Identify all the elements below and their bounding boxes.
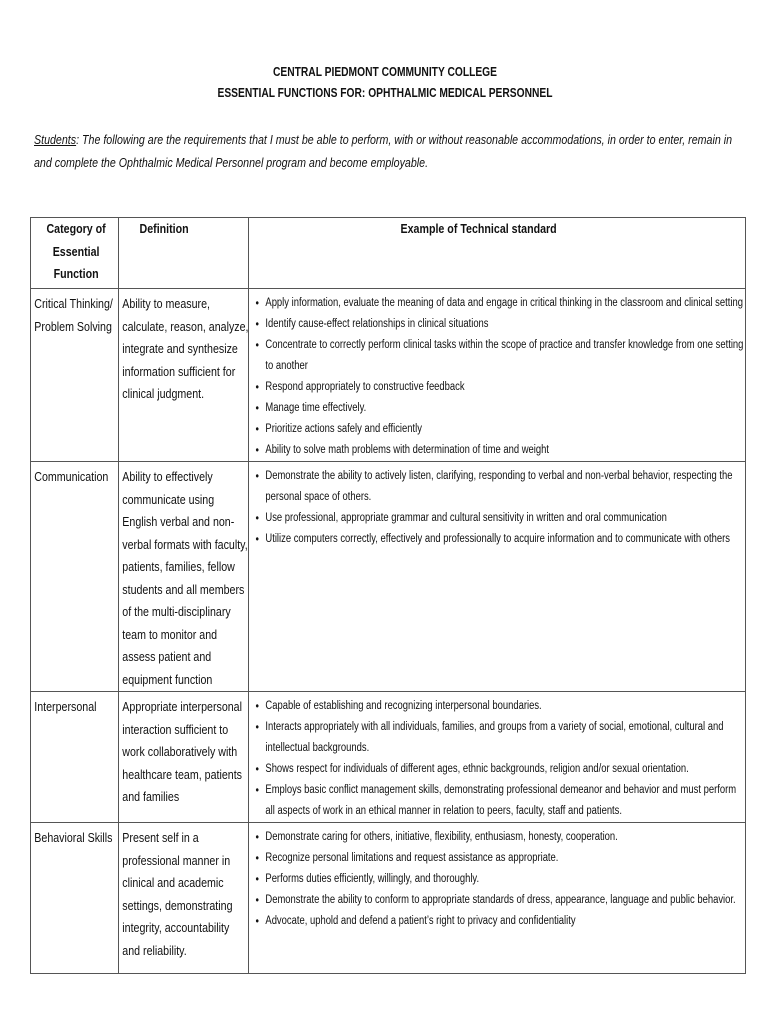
header-example: Example of Technical standard (249, 218, 746, 289)
table-row (31, 289, 746, 462)
standards-cell (249, 462, 746, 692)
standards-list (252, 696, 744, 822)
category-cell: Communication (31, 462, 119, 692)
header-category: Category of Essential Function (31, 218, 119, 289)
list-item: • Concentrate to correctly perform clinical tasks within the scope of practice and transfer knowledge from one setting to another (252, 335, 744, 377)
category-cell: Behavioral Skills (31, 823, 119, 974)
intro-text: : The following are the requirements that I must be able to perform, with or without reasonable accommodations, in order to enter, remain in and complete the Ophthalmic Medical Personnel program and become employable. (34, 132, 733, 170)
standards-list (252, 827, 744, 932)
standards-list (252, 293, 744, 461)
list-item: • Performs duties efficiently, willingly, and thoroughly. (252, 869, 744, 890)
essential-functions-table (30, 217, 746, 974)
list-item: • Interacts appropriately with all individuals, families, and groups from a variety of social, emotional, cultural and intellectual backgrounds. (252, 717, 744, 759)
table-row (31, 462, 746, 692)
list-item: • Respond appropriately to constructive feedback (252, 377, 744, 398)
list-item: • Identify cause-effect relationships in clinical situations (252, 314, 744, 335)
standards-cell (249, 289, 746, 462)
standards-list (252, 466, 744, 550)
list-item: • Utilize computers correctly, effectively and professionally to acquire information and to communicate with others (252, 529, 744, 550)
list-item: • Demonstrate the ability to actively listen, clarifying, responding to verbal and non-verbal behavior, respecting the personal space of others. (252, 466, 744, 508)
list-item: • Shows respect for individuals of different ages, ethnic backgrounds, religion and/or sexual orientation. (252, 759, 744, 780)
list-item: • Ability to solve math problems with determination of time and weight (252, 440, 744, 461)
list-item: • Demonstrate the ability to conform to appropriate standards of dress, appearance, language and public behavior. (252, 890, 744, 911)
definition-cell: Ability to effectively communicate using English verbal and non-verbal formats with faculty, patients, families, fellow students and all members of the multi-disciplinary team to monitor and assess patient and equipment function (119, 462, 249, 692)
standards-cell (249, 692, 746, 823)
title-line-2: ESSENTIAL FUNCTIONS FOR: OPHTHALMIC MEDICAL PERSONNEL (217, 86, 553, 100)
intro-lead: Students (34, 132, 77, 147)
title-line-1: CENTRAL PIEDMONT COMMUNITY COLLEGE (273, 65, 497, 79)
definition-cell: Present self in a professional manner in clinical and academic settings, demonstrating integrity, accountability and reliability. (119, 823, 249, 974)
list-item: • Employs basic conflict management skills, demonstrating professional demeanor and behavior and must perform all aspects of work in an ethical manner in relation to peers, faculty, staff and patients. (252, 780, 744, 822)
table-row (31, 823, 746, 974)
list-item: • Prioritize actions safely and efficiently (252, 419, 744, 440)
standards-cell (249, 823, 746, 974)
definition-cell: Ability to measure, calculate, reason, analyze, integrate and synthesize information sufficient for clinical judgment. (119, 289, 249, 462)
list-item: • Apply information, evaluate the meaning of data and engage in critical thinking in the classroom and clinical setting (252, 293, 744, 314)
category-cell: Interpersonal (31, 692, 119, 823)
list-item: • Demonstrate caring for others, initiative, flexibility, enthusiasm, honesty, cooperation. (252, 827, 744, 848)
table-header-row (31, 218, 746, 289)
intro-paragraph (34, 128, 739, 174)
header-definition: Definition (119, 218, 249, 289)
table-row (31, 692, 746, 823)
list-item: • Recognize personal limitations and request assistance as appropriate. (252, 848, 744, 869)
list-item: • Capable of establishing and recognizing interpersonal boundaries. (252, 696, 744, 717)
list-item: • Use professional, appropriate grammar and cultural sensitivity in written and oral communication (252, 508, 744, 529)
definition-cell: Appropriate interpersonal interaction sufficient to work collaboratively with healthcare team, patients and families (119, 692, 249, 823)
category-cell: Critical Thinking/ Problem Solving (31, 289, 119, 462)
document-title (69, 62, 700, 104)
list-item: • Manage time effectively. (252, 398, 744, 419)
list-item: • Advocate, uphold and defend a patient’s right to privacy and confidentiality (252, 911, 744, 932)
